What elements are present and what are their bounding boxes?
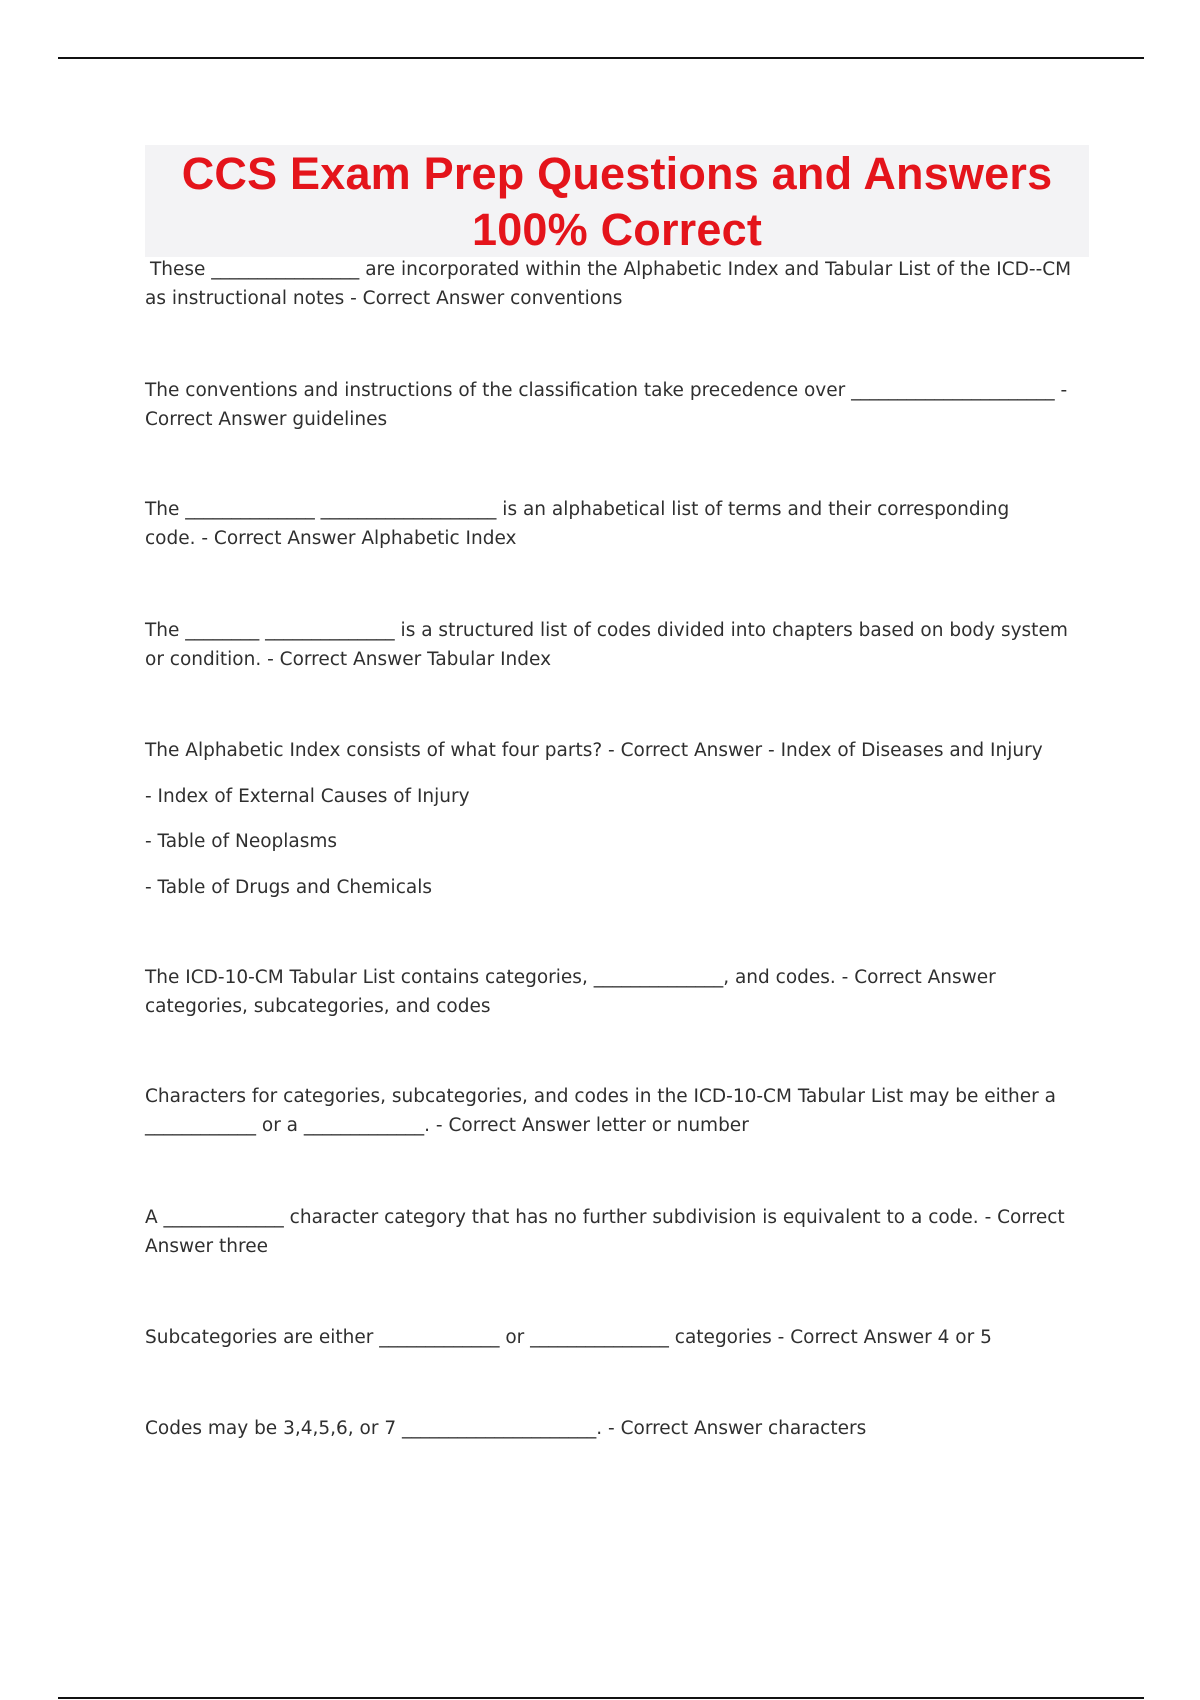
qa-item-6-line-2: categories, subcategories, and codes bbox=[145, 996, 491, 1017]
qa-item-1-line-1: These ________________ are incorporated within the Alphabetic Index and Tabular List of the ICD--CM bbox=[150, 259, 1072, 280]
bottom-rule bbox=[58, 1697, 1144, 1699]
qa-item-4-line-2: or condition. - Correct Answer Tabular Index bbox=[145, 649, 552, 670]
qa-item-2-line-1: The conventions and instructions of the classification take precedence over ______________________ - bbox=[145, 380, 1068, 401]
qa-item-8-line-2: Answer three bbox=[145, 1236, 268, 1257]
qa-item-6-line-1: The ICD-10-CM Tabular List contains categories, ______________, and codes. - Correct Answer bbox=[145, 967, 996, 988]
qa-item-1 bbox=[145, 255, 1085, 313]
page-title bbox=[145, 146, 1089, 258]
qa-item-5-sub-1: - Index of External Causes of Injury bbox=[145, 786, 470, 807]
qa-item-2 bbox=[145, 376, 1085, 434]
title-line-1: CCS Exam Prep Questions and Answers bbox=[181, 148, 1053, 199]
qa-item-8-line-1: A _____________ character category that has no further subdivision is equivalent to a code. - Correct bbox=[145, 1207, 1065, 1228]
top-rule bbox=[58, 57, 1144, 59]
qa-item-9 bbox=[145, 1323, 1085, 1352]
qa-item-3-line-2: code. - Correct Answer Alphabetic Index bbox=[145, 528, 517, 549]
qa-item-7-line-1: Characters for categories, subcategories, and codes in the ICD-10-CM Tabular List may be either a bbox=[145, 1086, 1056, 1107]
qa-item-2-line-2: Correct Answer guidelines bbox=[145, 409, 388, 430]
qa-item-5-line-1: The Alphabetic Index consists of what four parts? - Correct Answer - Index of Diseases and Injury bbox=[145, 740, 1043, 761]
qa-item-10-line-1: Codes may be 3,4,5,6, or 7 _____________________. - Correct Answer characters bbox=[145, 1418, 867, 1439]
qa-item-8 bbox=[145, 1203, 1085, 1261]
qa-item-5-sub-3: - Table of Drugs and Chemicals bbox=[145, 877, 432, 898]
qa-item-6 bbox=[145, 963, 1085, 1021]
qa-item-5-sub-2: - Table of Neoplasms bbox=[145, 831, 338, 852]
qa-item-3-line-1: The ______________ ___________________ is an alphabetical list of terms and their corresponding bbox=[145, 499, 1010, 520]
qa-item-3 bbox=[145, 495, 1085, 553]
qa-item-4 bbox=[145, 616, 1085, 674]
qa-item-7 bbox=[145, 1082, 1085, 1140]
qa-item-1-line-2: as instructional notes - Correct Answer conventions bbox=[145, 288, 623, 309]
qa-item-7-line-2: ____________ or a _____________. - Correct Answer letter or number bbox=[145, 1115, 749, 1136]
qa-item-10 bbox=[145, 1414, 1085, 1443]
qa-item-5 bbox=[145, 736, 1085, 765]
title-line-2: 100% Correct bbox=[471, 204, 763, 255]
qa-item-9-line-1: Subcategories are either _____________ or _______________ categories - Correct Answer 4 or 5 bbox=[145, 1327, 992, 1348]
qa-item-4-line-1: The ________ ______________ is a structured list of codes divided into chapters based on body system bbox=[145, 620, 1068, 641]
